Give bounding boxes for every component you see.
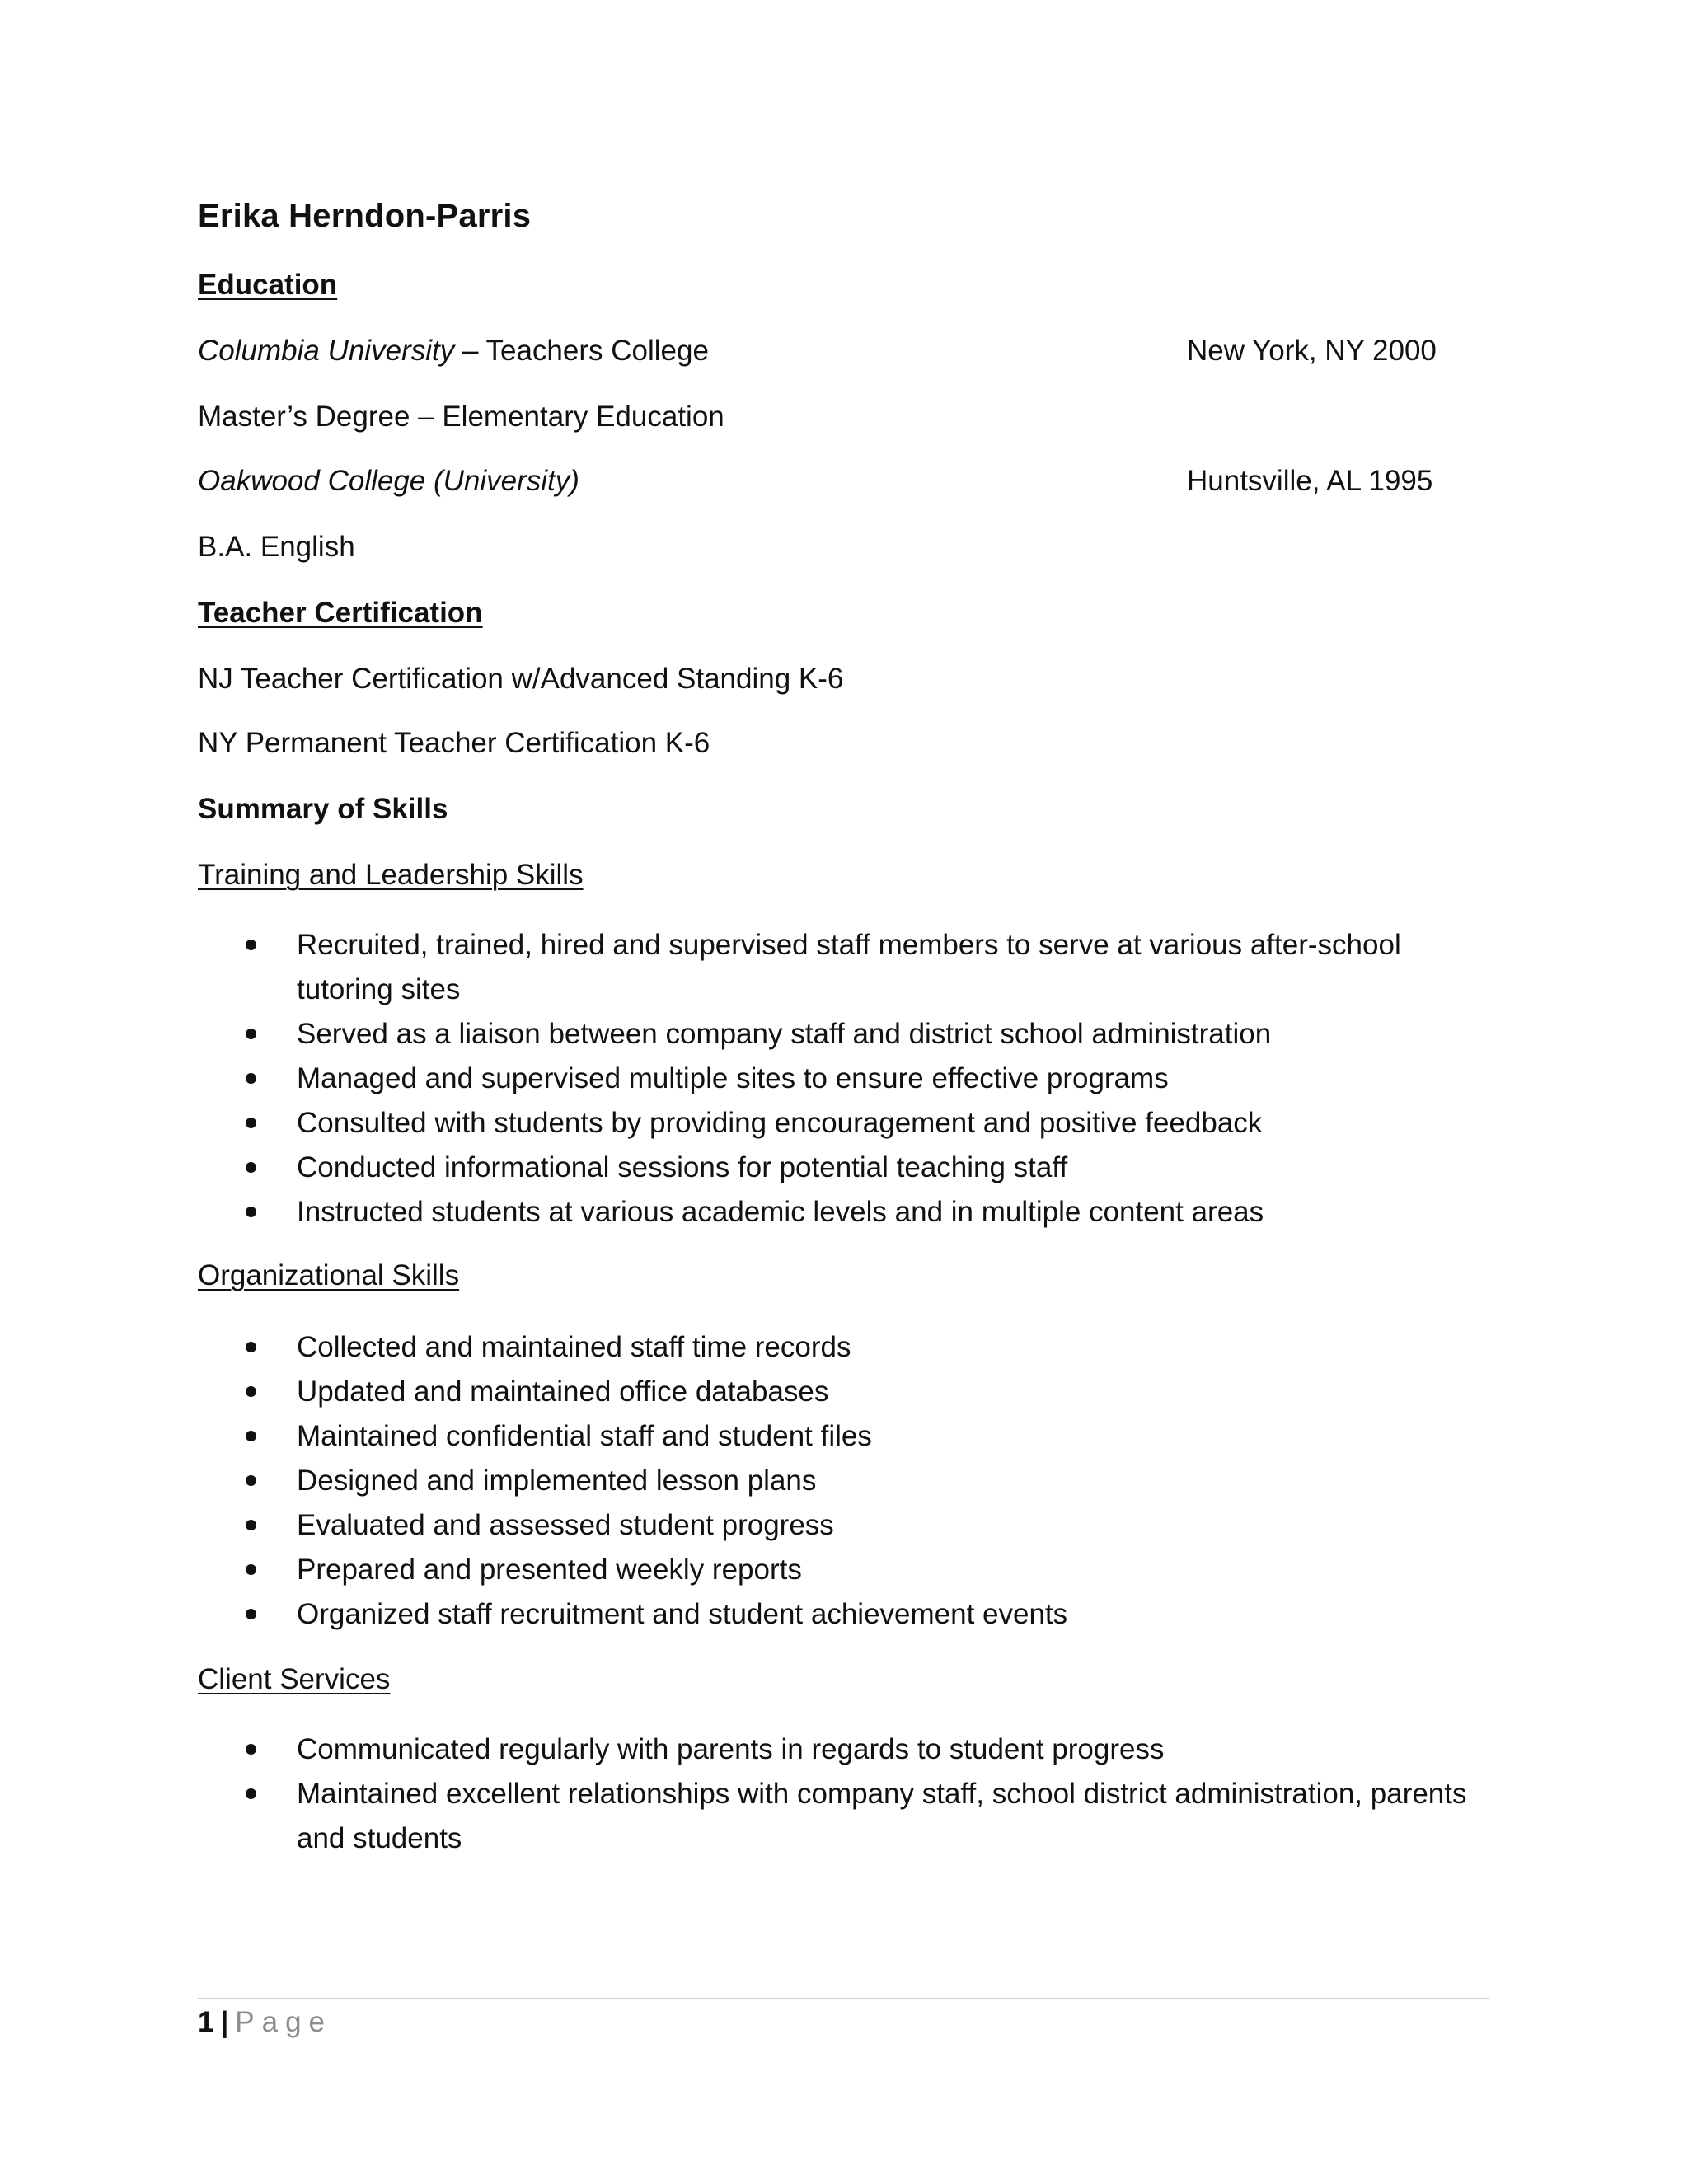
list-item: Collected and maintained staff time records (198, 1325, 1484, 1370)
education-heading: Education (198, 269, 338, 301)
footer-divider (198, 1998, 1489, 1999)
skill-list-organizational (198, 1325, 1484, 1637)
bullet-icon (246, 1342, 256, 1352)
bullet-icon (246, 940, 256, 950)
bullet-icon (246, 1520, 256, 1530)
education-entry-2-degree: B.A. English (198, 531, 355, 563)
candidate-name: Erika Herndon-Parris (198, 198, 532, 234)
bullet-icon (246, 1073, 256, 1084)
list-item: Updated and maintained office databases (198, 1370, 1484, 1414)
list-item: Maintained excellent relationships with company staff, school district administration, parents and students (198, 1772, 1484, 1861)
page-number: 1 (198, 2006, 214, 2038)
bullet-icon (246, 1386, 256, 1397)
bullet-icon (246, 1744, 256, 1755)
footer-separator: | (220, 2006, 229, 2038)
bullet-icon (246, 1207, 256, 1217)
education-entry-2-school: Oakwood College (University) (198, 465, 579, 497)
certification-item: NJ Teacher Certification w/Advanced Standing K-6 (198, 663, 844, 695)
education-entry-1-location: New York, NY 2000 (1187, 335, 1437, 367)
list-item: Designed and implemented lesson plans (198, 1459, 1484, 1503)
skill-group-title: Training and Leadership Skills (198, 859, 584, 891)
bullet-icon (246, 1118, 256, 1128)
bullet-icon (246, 1431, 256, 1441)
bullet-icon (246, 1609, 256, 1619)
education-entry-2-location: Huntsville, AL 1995 (1187, 465, 1433, 497)
school-name: Columbia University (198, 335, 455, 367)
list-item: Managed and supervised multiple sites to ensure effective programs (198, 1057, 1484, 1101)
education-entry-1-school (198, 335, 709, 368)
certification-heading: Teacher Certification (198, 597, 483, 629)
page-label: Page (235, 2006, 333, 2038)
school-suffix: – Teachers College (454, 335, 709, 367)
list-item: Instructed students at various academic levels and in multiple content areas (198, 1190, 1484, 1235)
skill-list-training (198, 923, 1484, 1235)
bullet-icon (246, 1029, 256, 1039)
bullet-icon (246, 1475, 256, 1486)
list-item: Served as a liaison between company staff and district school administration (198, 1012, 1484, 1057)
list-item: Prepared and presented weekly reports (198, 1548, 1484, 1592)
certification-item: NY Permanent Teacher Certification K-6 (198, 727, 710, 759)
bullet-icon (246, 1564, 256, 1575)
skill-list-client-services (198, 1727, 1484, 1861)
list-item: Maintained confidential staff and student files (198, 1414, 1484, 1459)
list-item: Consulted with students by providing encouragement and positive feedback (198, 1101, 1484, 1146)
list-item: Conducted informational sessions for potential teaching staff (198, 1146, 1484, 1190)
skill-group-title: Organizational Skills (198, 1259, 460, 1291)
skills-heading: Summary of Skills (198, 793, 448, 825)
bullet-icon (246, 1788, 256, 1799)
page-footer (198, 2006, 332, 2039)
skill-group-title: Client Services (198, 1663, 391, 1695)
list-item: Communicated regularly with parents in regards to student progress (198, 1727, 1484, 1772)
education-entry-1-degree: Master’s Degree – Elementary Education (198, 401, 724, 433)
list-item: Organized staff recruitment and student achievement events (198, 1592, 1484, 1637)
bullet-icon (246, 1162, 256, 1173)
list-item: Evaluated and assessed student progress (198, 1503, 1484, 1548)
list-item: Recruited, trained, hired and supervised staff members to serve at various after-school tutoring sites (198, 923, 1484, 1012)
